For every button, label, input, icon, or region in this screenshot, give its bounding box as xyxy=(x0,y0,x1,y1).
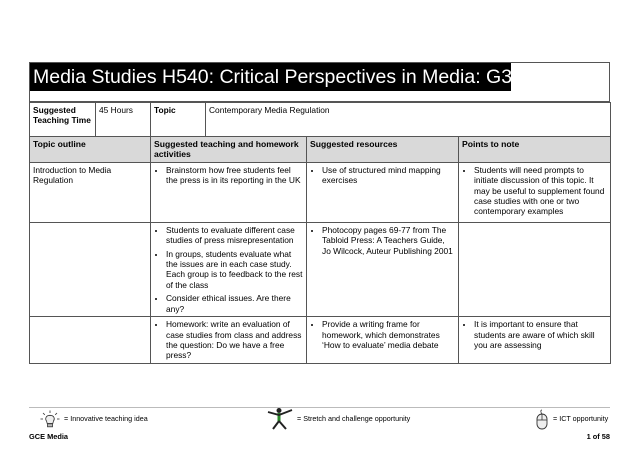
header-resources: Suggested resources xyxy=(307,137,459,163)
footer-divider xyxy=(29,407,610,408)
row-activities xyxy=(151,317,307,364)
row-outline: Introduction to Media Regulation xyxy=(30,162,151,222)
header-notes: Points to note xyxy=(459,137,611,163)
row-activities xyxy=(151,162,307,222)
page-number: 1 of 58 xyxy=(586,432,610,441)
row-notes xyxy=(459,222,611,316)
table-row xyxy=(30,317,611,364)
list-item: • Brainstorm how free students feel the press is in its reporting in the UK xyxy=(166,165,303,186)
row-resources xyxy=(307,317,459,364)
computer-mouse-icon xyxy=(534,409,550,431)
header-activities: Suggested teaching and homework activities xyxy=(151,137,307,163)
row-outline xyxy=(30,317,151,364)
topic-label: Topic xyxy=(151,103,206,137)
list-item: • Students will need prompts to initiate discussion of this topic. It may be useful to supplement found case studies with one or two contemporary examples xyxy=(474,165,607,217)
legend-stretch: = Stretch and challenge opportunity xyxy=(297,414,411,423)
stretch-figure-icon xyxy=(265,407,297,431)
footer-course: GCE Media xyxy=(29,432,69,441)
hours-value: 45 Hours xyxy=(96,103,151,137)
row-resources xyxy=(307,162,459,222)
topic-value: Contemporary Media Regulation xyxy=(206,103,611,137)
legend-innovative: = Innovative teaching idea xyxy=(64,414,148,423)
row-notes xyxy=(459,317,611,364)
scheme-of-work-table xyxy=(29,102,611,364)
teaching-time-label: Suggested Teaching Time xyxy=(30,103,96,137)
header-row xyxy=(30,137,611,163)
list-item: • Consider ethical issues. Are there any? xyxy=(166,293,303,314)
table-row xyxy=(30,222,611,316)
meta-row xyxy=(30,103,611,137)
list-item: • Students to evaluate different case studies of press misrepresentation xyxy=(166,225,303,246)
row-notes xyxy=(459,162,611,222)
row-activities xyxy=(151,222,307,316)
lightbulb-icon xyxy=(38,410,62,430)
list-item: • Use of structured mind mapping exercises xyxy=(322,165,455,186)
list-item: • In groups, students evaluate what the issues are in each case study. Each group is to feedback to the rest of the class xyxy=(166,249,303,291)
header-topic-outline: Topic outline xyxy=(30,137,151,163)
legend-ict: = ICT opportunity xyxy=(553,414,609,423)
list-item: • Photocopy pages 69-77 from The Tabloid Press: A Teachers Guide, Jo Wilcock, Auteur Publishing 2001 xyxy=(322,225,455,256)
row-outline xyxy=(30,222,151,316)
table-row xyxy=(30,162,611,222)
row-resources xyxy=(307,222,459,316)
page-title: Media Studies H540: Critical Perspectives in Media: G325 xyxy=(30,63,511,91)
list-item: • It is important to ensure that students are aware of which skill you are assessing xyxy=(474,319,607,350)
list-item: • Homework: write an evaluation of case studies from class and address the question: Do we have a free press? xyxy=(166,319,303,361)
list-item: • Provide a writing frame for homework, which demonstrates ‘How to evaluate’ media debate xyxy=(322,319,455,350)
